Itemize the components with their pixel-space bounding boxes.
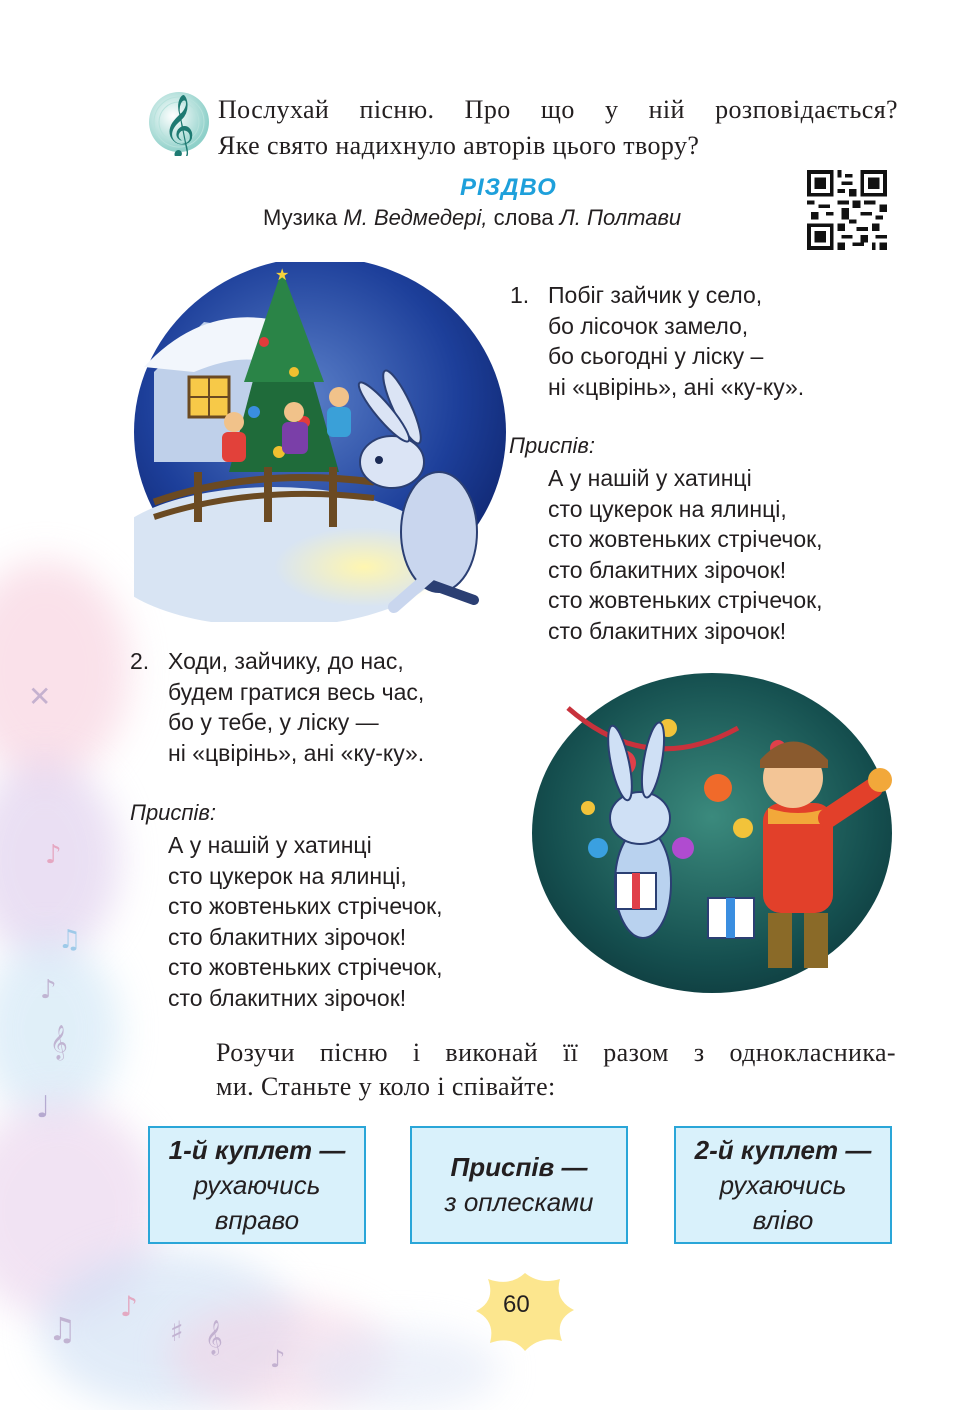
chorus-line: сто блакитних зірочок! xyxy=(168,923,407,950)
credits-middle: слова xyxy=(487,205,560,230)
chorus-line: сто цукерок на ялинці, xyxy=(548,495,787,522)
lyricist-name: Л. Полтави xyxy=(559,205,682,230)
instruction-line-2: ми. Станьте у коло і співайте: xyxy=(216,1072,556,1101)
instruction-text xyxy=(216,1036,896,1104)
treble-clef-icon: 𝄞 xyxy=(205,1320,223,1355)
music-note-icon: ♪ xyxy=(40,975,57,1005)
box-title: Приспів — xyxy=(450,1152,588,1182)
verse-line: бо лісочок замело, xyxy=(548,312,749,339)
chorus-line: А у нашій у хатинці xyxy=(548,465,752,491)
music-note-icon: ♯ xyxy=(170,1315,184,1348)
intro-line-1: Послухай пісню. Про що у ній розповідається? xyxy=(218,95,898,124)
verse-line: бо у тебе, у ліску — xyxy=(168,709,379,735)
verse-1 xyxy=(510,280,930,402)
box-line: вправо xyxy=(214,1204,300,1235)
song-title: РІЗДВО xyxy=(460,174,557,201)
svg-text:★: ★ xyxy=(275,265,290,284)
chorus-line: сто жовтеньких стрічечок, xyxy=(168,893,443,919)
music-note-icon: ♫ xyxy=(48,1310,77,1348)
instruction-line-1: Розучи пісню і виконай її разом з однокласника- xyxy=(216,1038,896,1067)
winter-night-illustration xyxy=(134,262,506,622)
box-line: рухаючись xyxy=(193,1169,321,1200)
chorus-1 xyxy=(510,463,930,646)
verse-line: Побіг зайчик у село, xyxy=(548,282,763,308)
chorus-line: А у нашій у хатинці xyxy=(168,832,372,858)
music-note-icon: ♪ xyxy=(45,840,62,870)
music-note-icon: ♪ xyxy=(270,1345,286,1373)
music-note-icon: ✕ xyxy=(28,680,52,713)
verse-number: 2. xyxy=(130,648,150,674)
box-title: 2-й куплет — xyxy=(694,1134,872,1165)
action-box-verse-2 xyxy=(674,1126,892,1244)
box-line: з оплесками xyxy=(444,1187,594,1217)
verse-line: ні «цвірінь», ані «ку-ку». xyxy=(548,373,805,400)
treble-clef-icon: 𝄞 xyxy=(50,1025,68,1060)
chorus-line: сто цукерок на ялинці, xyxy=(168,862,407,889)
verse-line: ні «цвірінь», ані «ку-ку». xyxy=(168,739,425,766)
chorus-label: Приспів: xyxy=(509,433,596,458)
song-credits xyxy=(263,205,681,231)
verse-number: 1. xyxy=(510,282,530,308)
qr-code[interactable] xyxy=(806,170,888,250)
action-box-verse-1 xyxy=(148,1126,366,1244)
box-title: 1-й куплет — xyxy=(168,1134,346,1165)
chorus-line: сто жовтеньких стрічечок, xyxy=(168,954,443,980)
music-note-icon: ♪ xyxy=(120,1290,138,1323)
music-note-icon: ♩ xyxy=(36,1090,51,1125)
intro-text xyxy=(218,92,898,164)
chorus-label: Приспів: xyxy=(130,800,217,825)
boy-and-bunny-illustration xyxy=(528,668,896,998)
verse-line: бо сьогодні у ліску – xyxy=(548,343,764,369)
verse-line: Ходи, зайчику, до нас, xyxy=(168,648,404,674)
chorus-line: сто жовтеньких стрічечок, xyxy=(548,587,823,613)
credits-prefix: Музика xyxy=(263,205,344,230)
verse-2 xyxy=(130,646,530,768)
box-line: рухаючись xyxy=(719,1169,847,1200)
composer-name: М. Ведмедері, xyxy=(343,205,488,230)
svg-text:𝄞: 𝄞 xyxy=(163,94,195,156)
music-note-icon: ♫ xyxy=(58,925,82,955)
treble-clef-icon xyxy=(146,86,212,156)
box-line: вліво xyxy=(752,1204,814,1235)
action-box-chorus xyxy=(410,1126,628,1244)
intro-line-2: Яке свято надихнуло авторів цього твору? xyxy=(218,131,700,160)
chorus-line: сто блакитних зірочок! xyxy=(168,984,407,1011)
chorus-line: сто блакитних зірочок! xyxy=(548,556,787,583)
verse-line: будем гратися весь час, xyxy=(168,678,425,705)
page-number: 60 xyxy=(503,1291,530,1318)
chorus-line: сто жовтеньких стрічечок, xyxy=(548,526,823,552)
chorus-2 xyxy=(130,830,530,1013)
chorus-line: сто блакитних зірочок! xyxy=(548,617,787,644)
